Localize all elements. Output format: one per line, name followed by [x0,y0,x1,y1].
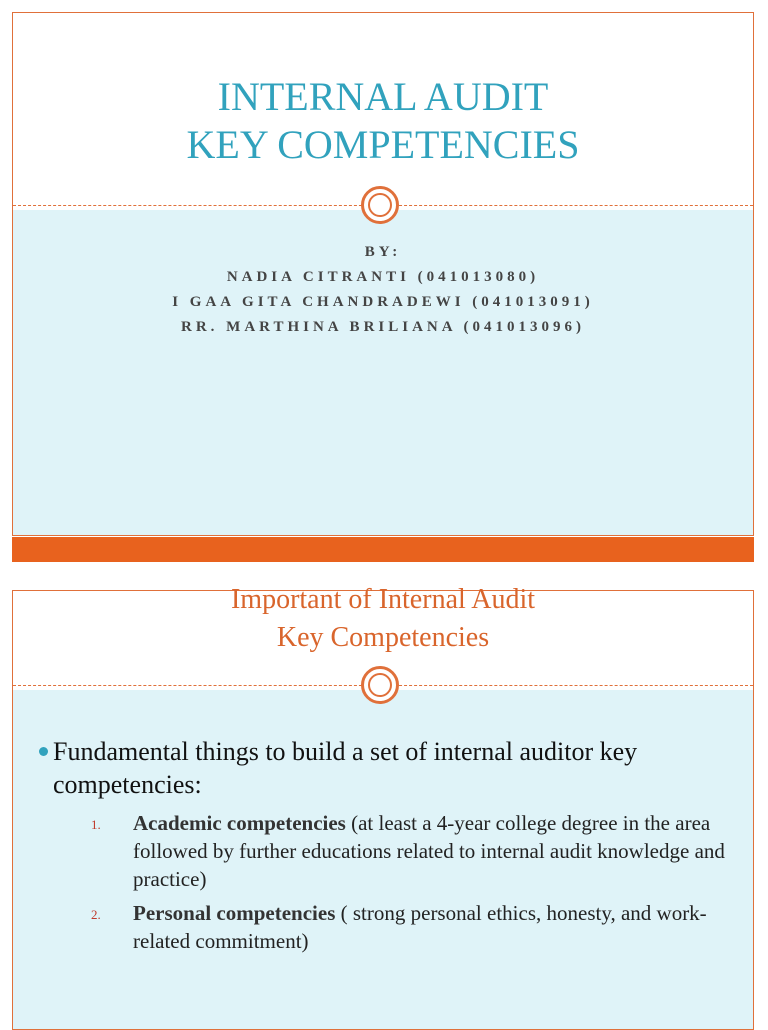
bullet-dot-icon [39,747,48,756]
author-3: RR. MARTHINA BRILIANA (041013096) [181,319,585,335]
bullet-text: Fundamental things to build a set of internal auditor key competencies: [53,737,638,799]
author-list [13,240,753,340]
item-number: 2. [91,907,101,922]
ring-ornament-icon [361,666,399,704]
slide-title-line-2: Key Competencies [276,622,490,653]
numbered-item [91,899,729,955]
separator-bar [12,537,754,562]
content-slide [12,584,754,1030]
item-detail: (at least a 4-year college degree in the area followed by further educations related to internal audit knowledge and practice) [133,811,725,891]
item-number: 1. [91,817,101,832]
presentation-title [13,73,753,169]
title-line-1: INTERNAL AUDIT [217,74,549,119]
slide-title [13,581,753,657]
title-slide [12,12,754,536]
bullet-item [53,735,723,801]
numbered-item [91,809,729,893]
title-slide-body [13,210,753,535]
author-2: I GAA GITA CHANDRADEWI (041013091) [172,294,594,310]
slide-title-line-1: Important of Internal Audit [230,584,536,615]
item-term: Academic competencies [133,811,346,835]
ring-ornament-icon [361,186,399,224]
title-line-2: KEY COMPETENCIES [186,122,580,167]
author-by-label: BY: [364,244,402,260]
item-term: Personal competencies [133,901,336,925]
title-slide-header [13,13,753,205]
author-1: NADIA CITRANTI (041013080) [226,269,540,285]
item-detail: ( strong personal ethics, honesty, and work-related commitment) [133,901,707,953]
